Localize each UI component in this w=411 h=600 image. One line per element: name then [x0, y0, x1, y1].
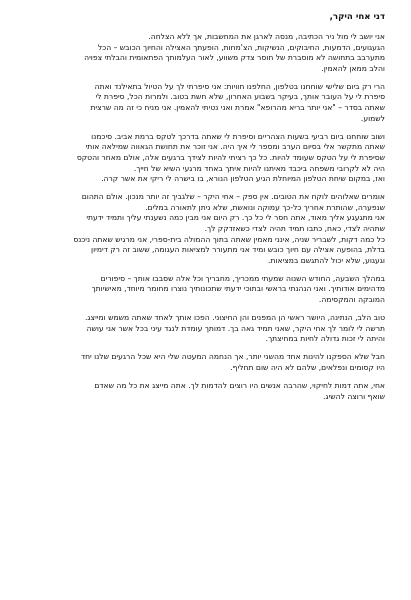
paragraph-line: תרשה לי לומר לך אחי היקר, שאני תמיד גאה בך. דמותך עומדת לנגד עיני בכל אשר אני עושה [86, 323, 385, 333]
paragraph-line: שאתה בסדר – "אני יותר בריא מהרופא" אמרת ואני נטיתי להאמין. אני מניח כי זה מה שרצית [90, 103, 385, 113]
paragraph-line: היו קסומים ונפלאים, שלהם לא היה שום תחליף. [230, 363, 385, 373]
paragraph-line: שואף ורוצה להשיג. [323, 391, 385, 401]
paragraph-line: במהלך השבעה, החודש השנוה שמעתי ממכריך, מחבריך וכל אלה שסבבו אותך – סיפורים [100, 273, 385, 283]
paragraph-line: הרי רק ביום שלישי שוחחנו בטלפון, החלפנו חוויות: אני סיפרתי לך על הטיול בתאילנד ואתה [94, 81, 385, 91]
paragraph-line: חבל שלא הספקנו להינות אחד מהשני יותר, אך הנחמה המעטה שלי היא שכל הרגעים שלנו יחד [80, 352, 385, 362]
paragraph-line: שנפערה, שהותרת אחריך כל-כך עמוקה ונואשת, שלא ניתן לתאורה במלים. [145, 202, 385, 212]
letter-body [26, 32, 385, 402]
paragraph-line: וגעגוע, שלא יכול להתגשם במציאות. [268, 255, 385, 265]
letter-paragraph [26, 132, 385, 185]
paragraph-line: לשמוע. [360, 113, 385, 123]
paragraph-line: שסיפרת לי על הטקס שעומד להיות. כל כך רציתי להיות לצידך ברגעים אלה, אולם מאחר והטקס [76, 152, 385, 162]
letter-paragraph [26, 192, 385, 266]
paragraph-line: מדהימים אודותיך. ואני הנהנתי בראשי ובתוכי ידעתי שתכונותיך נוצרו מחומר מיוחד, מאישיותך [91, 284, 385, 294]
paragraph-line: היה לא לקרובי משפחה ביכבד מאיתנו להיות איתך באחד מרגעי השיא של חייך. [133, 163, 385, 173]
paragraph-line: והיתה לי זכות גדולה לחיות במחיצתך. [265, 334, 385, 344]
paragraph-line: כל כמה דקות, לשבריר שניה, אינני מאמין שאתה בתוך ההמולה בית-ספרי, אני מרגיש שאתה ניכנס [73, 234, 385, 244]
paragraph-line: המובקה והמקסימה. [318, 295, 385, 305]
letter-paragraph [26, 82, 385, 124]
paragraph-line: אומרים שאלוהים לוקח את הטובים. אין ספק – אחי היקר – שלגביך זה יותר מנכון. אולם התהום [81, 192, 385, 202]
paragraph-line: ואז, במקום שיחת הטלפון המיוחלת הגיע הטלפון הנורא, בו בישרה לי ריקי את אשר קרה. [101, 174, 385, 184]
paragraph-line: אחי, אתה דמות לחיקוי, שהרבה אנשים היו רוצים להדמות לך. אתה מייצג את כל מה שאדם [94, 381, 385, 391]
paragraph-line: שתהיה לצדי, כאח, כתבו תמיד תהיה לצדי כשאזדקק לך. [204, 224, 385, 233]
letter-paragraph [26, 352, 385, 373]
letter-paragraph [26, 313, 385, 345]
paragraph-line: מתערבב בתחושה לא מוסברת של חוסר צדק משווע, לאור העלמותך הפתאומית והבלתי צפויה [84, 53, 385, 63]
paragraph-line: טוב הלב, הנתינה, היושר ראשי הן המפנים והן החיצוני. הפכו אותך לאחד שאתה משמש ומייצג. [85, 313, 385, 323]
letter-greeting: דני אחי היקר, [329, 12, 385, 22]
paragraph-line: סיפרת לי על העובר אותך, בעיקר בשבוע האחרון, שלא חשת בטוב. ולמרות הכל, סיפרת לי [95, 92, 385, 102]
letter-paragraph [26, 381, 385, 402]
paragraph-line: ושוב שוחחנו ביום רביעי בשעות הצהריים וסיפרת לי שאתה בדרכך לטקס ברמת אביב. סיכמנו [91, 131, 385, 141]
paragraph-line: בדלת, בהופעה אצילה עם חיוך כובש ומיד אני מתעורר למציאות העגומה, ששוב זה רק דימיון [91, 245, 385, 255]
paragraph-line: הגעגועים, הדמעות, החיבוקים, הנשיקות, הצ'מחות, הופעתך האצילה והחיוך הכובש – הכל [97, 42, 385, 52]
paragraph-line: והלב ממאן להאמין. [321, 63, 385, 73]
letter-paragraph [26, 274, 385, 306]
paragraph-line: שאתה מתקשר אלי בסיום הערב ומספר לי איך היה. אני זוכר את תחושת הגאווה שמילאה אותי [85, 142, 385, 152]
letter-paragraph [26, 32, 385, 74]
paragraph-line: אני יושב לי מול ניר הכתיבה, מנסה לארגן את המחשבות, אך ללא הצלחה. [148, 32, 385, 41]
paragraph-line: אני מתגעגע אליך מאוד, אתה חסר לי כל כך. רק היום אני מבין כמה נשענתי עליך ותמיד ידעתי [86, 213, 385, 223]
